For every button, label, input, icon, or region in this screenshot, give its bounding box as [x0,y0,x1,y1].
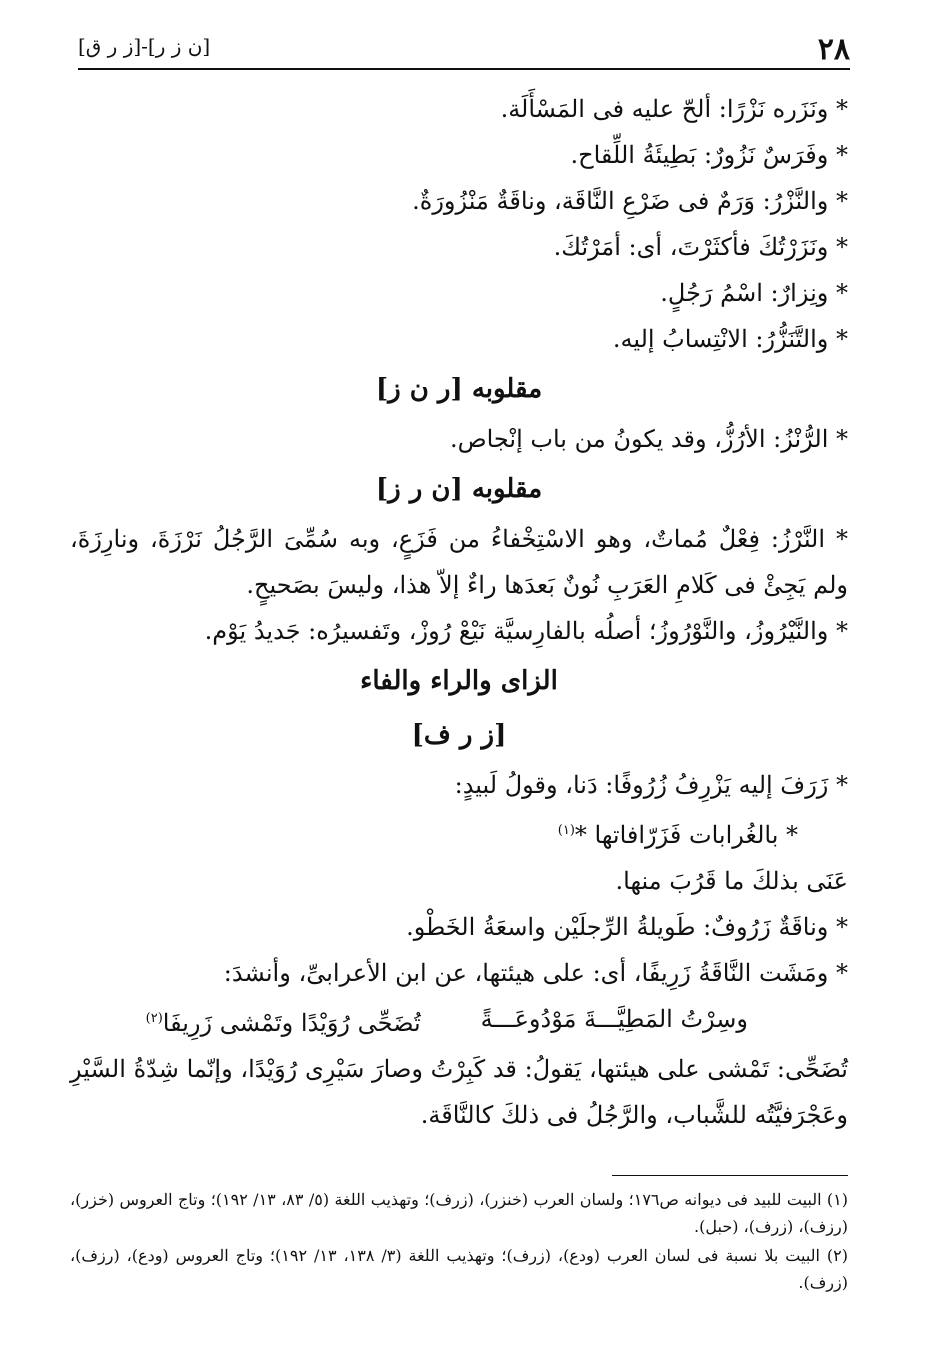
section-title: الزاى والراء والفاء [360,666,558,696]
text-line: * وفَرَسٌ نَزُورٌ: بَطِيئَةُ اللِّقاح. [570,141,848,169]
main-text [70,86,848,1138]
footnote-marker: (٢) [145,1011,163,1026]
footnote: (٢) البيت بلا نسبة فى لسان العرب (ودع)، (زرف)؛ وتهذيب اللغة (٣/ ١٣٨، ١٣/ ١٩٢)؛ وتاج العروس (ودع)، (رزف)، (زرف). [70,1246,848,1292]
running-head: [ن ز ر]-[ز ر ق] [78,34,211,58]
verse-couplet [70,996,848,1046]
text-line: * والنَّيْرُوزُ، والنَّوْرُوزُ؛ أصلُه بالفارِسيَّة نَيْعْ رُوزْ، وتَفسيرُه: جَديدُ يَوْم. [204,617,848,645]
text-line: * والنَّزْرُ: وَرَمٌ فى ضَرْعِ النَّاقَة، وناقَةٌ مَنْزُورَةٌ. [412,187,848,215]
subheading-maqlub-nrz: مقلوبه [ن ر ز] [375,474,543,504]
verse-hemistich-second [146,996,421,1046]
verse-line [70,808,848,858]
text-line: * ونَزَرْتُكَ فأكثَرْتَ، أى: أمَرْتُكَ. [553,233,848,261]
text-paragraph: تُضَحِّى: تَمْشى على هيئتها، يَقولُ: قد كَبِرْتُ وصارَ سَيْرِى رُوَيْدًا، وإنّما شِدّةُ السَّيْرِ وعَجْرَفيَّتُه للشَّباب، والرَّجُلُ فى ذلكَ كالنَّاقَة. [70,1055,848,1129]
text-line: * ونِزارٌ: اسْمُ رَجُلٍ. [660,279,848,307]
text-line: * ونَزَره نَزْرًا: ألحّ عليه فى المَسْأَلَة. [500,95,848,123]
text-line: * وناقَةٌ زَرُوفٌ: طَويلةُ الرِّجلَيْن واسعَةُ الخَطْو. [406,913,848,941]
text-line: * ومَشَت النَّاقَةُ زَرِيفًا، أى: على هيئتها، عن ابن الأعرابىِّ، وأنشدَ: [223,959,848,987]
footnote: (١) البيت للبيد فى ديوانه ص١٧٦؛ ولسان العرب (خنزر)، (زرف)؛ وتهذيب اللغة (٥/ ٨٣، ١٣/ ١٩٢)؛ وتاج العروس (خزر)، (رزف)، (زرف)، (حبل). [70,1190,848,1236]
page-number: ٢٨ [817,32,850,67]
text-paragraph: * النَّرْزُ: فِعْلٌ مُماتٌ، وهو الاسْتِخْفاءُ من فَزَعٍ، وبه سُمِّىَ الرَّجُلُ نَرْزَةَ، ونارِزَةَ، ولم يَجِئْ فى كَلامِ العَرَبِ نُونٌ بَعدَها راءٌ إلاّ هذا، وليسَ بصَحيحٍ. [70,525,848,599]
footnote-marker: (١) [557,823,575,838]
footnote-rule [612,1175,848,1176]
page-header [78,28,850,66]
text-line: * زَرَفَ إليه يَزْرِفُ زُرُوفًا: دَنا، وقولُ لَبيدٍ: [454,771,848,799]
text-line: عَنَى بذلكَ ما قَرُبَ منها. [615,867,848,895]
root-title: [ز ر ف] [411,720,507,750]
verse-text: تُضَحِّى رُوَيْدًا وتَمْشى زَرِيفَا [162,1009,421,1037]
footnotes [70,1186,848,1298]
verse-text: * بالغُرابات فَزَرّافاتها * [574,821,798,849]
header-rule [78,68,850,70]
verse-hemistich-first: وسِرْتُ المَطِيَّـــةَ مَوْدُوعَـــةً [480,1005,748,1033]
subheading-maqlub-rnz: مقلوبه [ر ن ز] [375,374,543,404]
text-line: * الرُّنْزُ: الأرُزُّ، وقد يكونُ من باب إنْجاص. [449,425,848,453]
text-line: * والتَّنَزُّرُ: الانْتِسابُ إليه. [612,325,848,353]
